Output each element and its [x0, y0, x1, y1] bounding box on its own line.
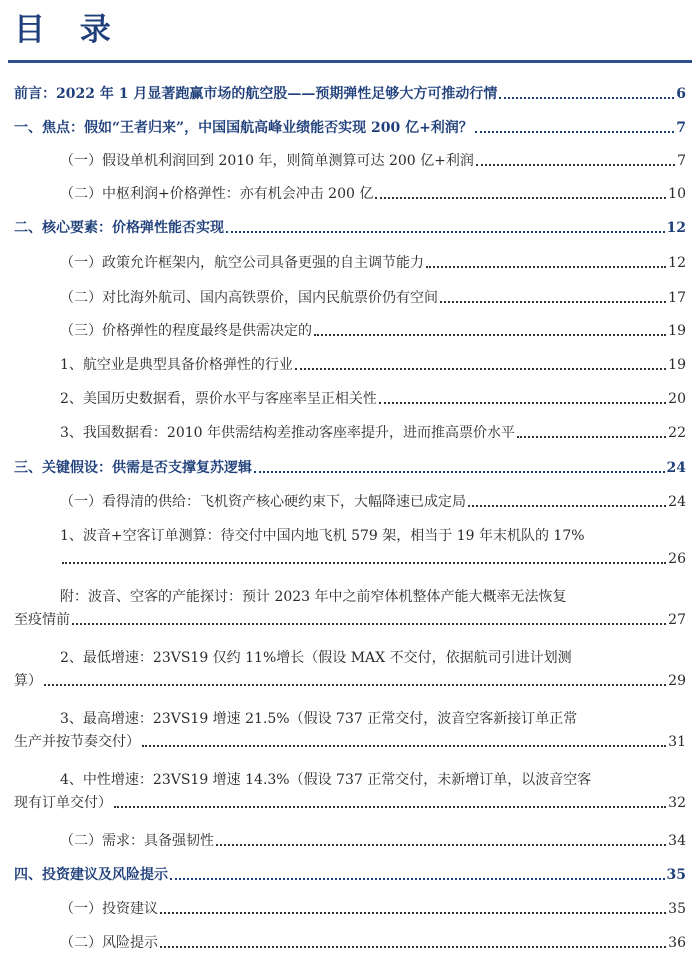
- entry-title: （二）对比海外航司、国内高铁票价，国内民航票价仍有空间: [60, 290, 438, 306]
- page-number: 34: [668, 833, 686, 849]
- entry-title: 1、航空业是典型具备价格弹性的行业: [60, 357, 293, 373]
- entry-title: 四、投资建议及风险提示: [14, 867, 168, 883]
- leader-dots: [426, 266, 666, 268]
- entry-title: 4、中性增速：23VS19 增速 14.3%（假设 737 正常交付，未新增订单，以波音空客: [60, 772, 592, 788]
- leader-dots: [216, 844, 666, 846]
- toc-entry-3-1-1[interactable]: [60, 526, 686, 569]
- page-number: 7: [677, 153, 686, 169]
- toc-entry-preface[interactable]: [14, 84, 686, 104]
- leader-dots: [160, 946, 666, 948]
- entry-title: 附：波音、空客的产能探讨：预计 2023 年中之前窄体机整体产能大概率无法恢复: [60, 589, 567, 605]
- toc-entry-1-1[interactable]: [60, 151, 686, 171]
- page-number: 10: [668, 186, 686, 202]
- page-number: 29: [668, 673, 686, 689]
- leader-dots: [160, 912, 666, 914]
- entry-title: （一）假设单机利润回到 2010 年，则简单测算可达 200 亿+利润: [60, 153, 474, 169]
- leader-dots: [499, 97, 674, 99]
- heading-rule: [8, 60, 692, 63]
- page-number: 35: [668, 901, 686, 917]
- toc-entry-4-2[interactable]: [60, 933, 686, 953]
- entry-title: （二）风险提示: [60, 935, 158, 951]
- entry-title: （三）价格弹性的程度最终是供需决定的: [60, 323, 312, 339]
- leader-dots: [114, 806, 666, 808]
- leader-dots: [475, 131, 674, 133]
- page-number: 32: [668, 795, 686, 811]
- page-number: 19: [668, 323, 686, 339]
- leader-dots: [295, 368, 666, 370]
- leader-dots: [62, 562, 666, 564]
- page-number: 17: [668, 290, 686, 306]
- entry-title: 前言：2022 年 1 月显著跑赢市场的航空股——预期弹性足够大方可推动行情: [14, 86, 498, 102]
- toc-entry-section-3[interactable]: [14, 458, 686, 478]
- toc-entry-1-2[interactable]: [60, 184, 686, 204]
- leader-dots: [468, 505, 666, 507]
- page-number: 12: [666, 220, 686, 236]
- leader-dots: [476, 164, 675, 166]
- page-number: 35: [666, 867, 686, 883]
- toc-entry-appendix[interactable]: [14, 587, 686, 630]
- leader-dots: [254, 471, 665, 473]
- page-number: 6: [676, 86, 686, 102]
- entry-title: 二、核心要素：价格弹性能否实现: [14, 220, 224, 236]
- leader-dots: [142, 745, 666, 747]
- entry-title: 3、最高增速：23VS19 增速 21.5%（假设 737 正常交付，波音空客新接订单正常: [60, 711, 578, 727]
- leader-dots: [226, 231, 665, 233]
- entry-title: 3、我国数据看：2010 年供需结构差推动客座率提升，进而推高票价水平: [60, 425, 515, 441]
- page-number: 24: [666, 460, 686, 476]
- leader-dots: [379, 402, 666, 404]
- toc-entry-3-1-2[interactable]: [14, 648, 686, 691]
- toc-entry-section-1[interactable]: [14, 118, 686, 138]
- entry-title: （一）政策允许框架内，航空公司具备更强的自主调节能力: [60, 255, 424, 271]
- entry-title: （一）投资建议: [60, 901, 158, 917]
- entry-title: 2、美国历史数据看，票价水平与客座率呈正相关性: [60, 391, 377, 407]
- toc-entry-3-1-3[interactable]: [14, 709, 686, 752]
- entry-title-cont: 至疫情前: [14, 612, 70, 628]
- leader-dots: [517, 436, 666, 438]
- page-number: 7: [676, 120, 686, 136]
- entry-title: （二）中枢利润+价格弹性：亦有机会冲击 200 亿: [60, 186, 374, 202]
- entry-title-cont: 生产并按节奏交付）: [14, 734, 140, 750]
- entry-title: 2、最低增速：23VS19 仅约 11%增长（假设 MAX 不交付，依据航司引进计划测: [60, 650, 572, 666]
- page-number: 27: [668, 612, 686, 628]
- leader-dots: [440, 301, 666, 303]
- page-number: 31: [668, 734, 686, 750]
- toc-entry-2-3-1[interactable]: [60, 355, 686, 375]
- toc-entry-2-1[interactable]: [60, 253, 686, 273]
- toc-entry-2-3[interactable]: [60, 321, 686, 341]
- toc-entry-2-3-3[interactable]: [60, 423, 686, 443]
- leader-dots: [170, 878, 665, 880]
- toc-entry-3-2[interactable]: [60, 831, 686, 851]
- entry-title: 一、焦点：假如“王者归来”，中国国航高峰业绩能否实现 200 亿+利润？: [14, 120, 473, 136]
- leader-dots: [72, 623, 666, 625]
- toc-entry-3-1-4[interactable]: [14, 770, 686, 813]
- entry-title: （一）看得清的供给：飞机资产核心硬约束下，大幅降速已成定局: [60, 494, 466, 510]
- toc-entry-2-2[interactable]: [60, 288, 686, 308]
- toc-heading: 目 录: [14, 12, 123, 48]
- page-number: 24: [668, 494, 686, 510]
- entry-title: 三、关键假设：供需是否支撑复苏逻辑: [14, 460, 252, 476]
- entry-title: （二）需求：具备强韧性: [60, 833, 214, 849]
- page-number: 26: [668, 551, 686, 567]
- toc-entry-3-1[interactable]: [60, 492, 686, 512]
- page-number: 22: [668, 425, 686, 441]
- leader-dots: [44, 684, 666, 686]
- leader-dots: [314, 334, 666, 336]
- entry-title-cont: 现有订单交付）: [14, 795, 112, 811]
- toc-entry-section-2[interactable]: [14, 218, 686, 238]
- page-number: 19: [668, 357, 686, 373]
- toc-entry-2-3-2[interactable]: [60, 389, 686, 409]
- toc-entry-4-1[interactable]: [60, 899, 686, 919]
- page-number: 36: [668, 935, 686, 951]
- leader-dots: [375, 197, 666, 199]
- entry-title: 1、波音+空客订单测算：待交付中国内地飞机 579 架，相当于 19 年末机队的 17%: [60, 528, 585, 544]
- toc-entry-section-4[interactable]: [14, 865, 686, 885]
- entry-title-cont: 算）: [14, 673, 42, 689]
- page-number: 20: [668, 391, 686, 407]
- page-number: 12: [668, 255, 686, 271]
